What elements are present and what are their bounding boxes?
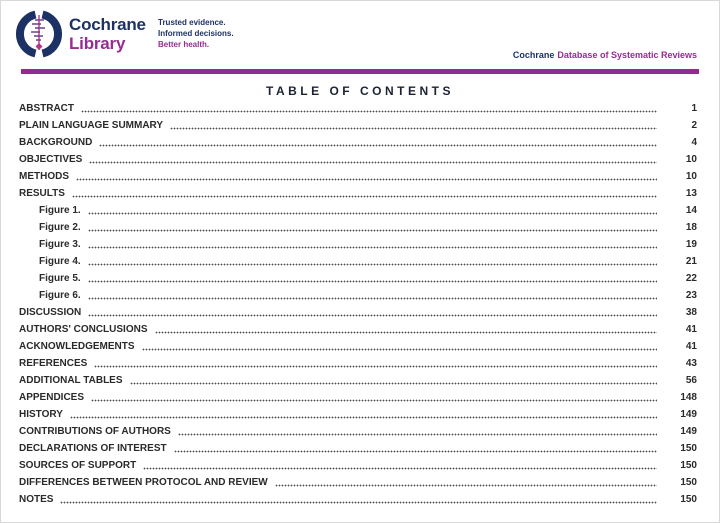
toc-entry-page-number: 41 xyxy=(685,324,697,335)
toc-row[interactable] xyxy=(19,268,697,285)
journal-name-prefix: Cochrane xyxy=(512,50,555,60)
toc-entry-page-number: 2 xyxy=(691,120,697,131)
toc-dot-leader xyxy=(88,246,657,249)
brand-name-line2: Library xyxy=(69,34,126,53)
toc-entry-label: Figure 1. xyxy=(39,205,81,216)
page-title: TABLE OF CONTENTS xyxy=(266,84,454,98)
toc-entry-page-number: 23 xyxy=(685,290,697,301)
toc-row[interactable] xyxy=(19,98,697,115)
toc-row[interactable] xyxy=(19,370,697,387)
toc-row[interactable] xyxy=(19,336,697,353)
toc-row[interactable] xyxy=(19,455,697,472)
cochrane-logo-icon xyxy=(15,10,63,58)
toc-dot-leader xyxy=(275,484,657,487)
toc-entry-label: REFERENCES xyxy=(19,358,88,369)
tagline-line2: Informed decisions. xyxy=(158,29,234,38)
toc-entry-page-number: 150 xyxy=(680,477,697,488)
toc-entry-page-number: 10 xyxy=(685,154,697,165)
toc-entry-label: DECLARATIONS OF INTEREST xyxy=(19,443,167,454)
toc-dot-leader xyxy=(88,280,657,283)
toc-entry-label: NOTES xyxy=(19,494,54,505)
toc-row[interactable] xyxy=(19,149,697,166)
toc-row[interactable] xyxy=(19,319,697,336)
toc-dot-leader xyxy=(81,110,657,113)
toc-entry-label: AUTHORS' CONCLUSIONS xyxy=(19,324,148,335)
toc-entry-label: ADDITIONAL TABLES xyxy=(19,375,123,386)
toc-entry-page-number: 1 xyxy=(691,103,697,114)
toc-dot-leader xyxy=(174,450,657,453)
toc-entry-page-number: 149 xyxy=(680,426,697,437)
toc-dot-leader xyxy=(60,501,657,504)
toc-row[interactable] xyxy=(19,115,697,132)
toc-entry-page-number: 21 xyxy=(685,256,697,267)
toc-entry-label: HISTORY xyxy=(19,409,63,420)
toc-dot-leader xyxy=(72,195,657,198)
toc-dot-leader xyxy=(130,382,657,385)
toc-dot-leader xyxy=(88,297,657,300)
toc-row[interactable] xyxy=(19,251,697,268)
toc-row[interactable] xyxy=(19,387,697,404)
toc-entry-label: Figure 5. xyxy=(39,273,81,284)
toc-row[interactable] xyxy=(19,132,697,149)
toc-entry-page-number: 149 xyxy=(680,409,697,420)
brand-wordmark xyxy=(69,10,146,58)
toc-entry-page-number: 150 xyxy=(680,460,697,471)
toc-row[interactable] xyxy=(19,489,697,506)
brand-tagline xyxy=(158,17,234,50)
toc-dot-leader xyxy=(89,161,657,164)
toc-entry-label: PLAIN LANGUAGE SUMMARY xyxy=(19,120,164,131)
toc-entry-label: DISCUSSION xyxy=(19,307,82,318)
toc-entry-label: DIFFERENCES BETWEEN PROTOCOL AND REVIEW xyxy=(19,477,268,488)
toc-entry-page-number: 18 xyxy=(685,222,697,233)
page-header xyxy=(1,1,719,69)
toc-entry-label: Figure 4. xyxy=(39,256,81,267)
toc-dot-leader xyxy=(99,144,657,147)
toc-dot-leader xyxy=(70,416,657,419)
tagline-line1: Trusted evidence. xyxy=(158,18,226,27)
toc-entry-page-number: 56 xyxy=(685,375,697,386)
toc-entry-page-number: 13 xyxy=(685,188,697,199)
journal-name-rest: Database of Systematic Reviews xyxy=(557,50,697,60)
toc-entry-page-number: 43 xyxy=(685,358,697,369)
toc-dot-leader xyxy=(142,348,657,351)
toc-list xyxy=(1,98,719,506)
toc-dot-leader xyxy=(88,229,657,232)
toc-entry-page-number: 150 xyxy=(680,443,697,454)
toc-dot-leader xyxy=(143,467,657,470)
toc-entry-label: Figure 3. xyxy=(39,239,81,250)
toc-row[interactable] xyxy=(19,472,697,489)
toc-dot-leader xyxy=(170,127,657,130)
toc-dot-leader xyxy=(76,178,657,181)
toc-entry-page-number: 10 xyxy=(685,171,697,182)
toc-entry-page-number: 22 xyxy=(685,273,697,284)
toc-row[interactable] xyxy=(19,421,697,438)
toc-row[interactable] xyxy=(19,404,697,421)
toc-entry-page-number: 4 xyxy=(691,137,697,148)
toc-entry-label: OBJECTIVES xyxy=(19,154,83,165)
toc-entry-page-number: 19 xyxy=(685,239,697,250)
toc-entry-label: BACKGROUND xyxy=(19,137,93,148)
toc-row[interactable] xyxy=(19,217,697,234)
header-divider xyxy=(21,69,699,74)
toc-row[interactable] xyxy=(19,234,697,251)
tagline-line3: Better health. xyxy=(158,40,210,49)
toc-entry-label: Figure 6. xyxy=(39,290,81,301)
toc-entry-label: ABSTRACT xyxy=(19,103,74,114)
toc-row[interactable] xyxy=(19,353,697,370)
toc-entry-label: Figure 2. xyxy=(39,222,81,233)
toc-entry-page-number: 14 xyxy=(685,205,697,216)
toc-row[interactable] xyxy=(19,285,697,302)
toc-dot-leader xyxy=(155,331,658,334)
toc-entry-page-number: 38 xyxy=(685,307,697,318)
toc-row[interactable] xyxy=(19,438,697,455)
toc-row[interactable] xyxy=(19,302,697,319)
toc-entry-label: APPENDICES xyxy=(19,392,85,403)
toc-entry-label: METHODS xyxy=(19,171,69,182)
toc-entry-page-number: 148 xyxy=(680,392,697,403)
toc-entry-label: RESULTS xyxy=(19,188,65,199)
toc-entry-page-number: 150 xyxy=(680,494,697,505)
toc-dot-leader xyxy=(91,399,657,402)
toc-entry-label: SOURCES OF SUPPORT xyxy=(19,460,137,471)
toc-dot-leader xyxy=(94,365,657,368)
toc-row[interactable] xyxy=(19,166,697,183)
toc-dot-leader xyxy=(178,433,657,436)
toc-entry-label: CONTRIBUTIONS OF AUTHORS xyxy=(19,426,171,437)
toc-dot-leader xyxy=(88,263,657,266)
toc-dot-leader xyxy=(88,314,657,317)
toc-row[interactable] xyxy=(19,200,697,217)
toc-dot-leader xyxy=(88,212,657,215)
journal-name xyxy=(513,50,697,60)
brand-name-line1: Cochrane xyxy=(69,15,146,34)
toc-row[interactable] xyxy=(19,183,697,200)
toc-entry-page-number: 41 xyxy=(685,341,697,352)
brand-block xyxy=(15,10,146,58)
toc-entry-label: ACKNOWLEDGEMENTS xyxy=(19,341,135,352)
